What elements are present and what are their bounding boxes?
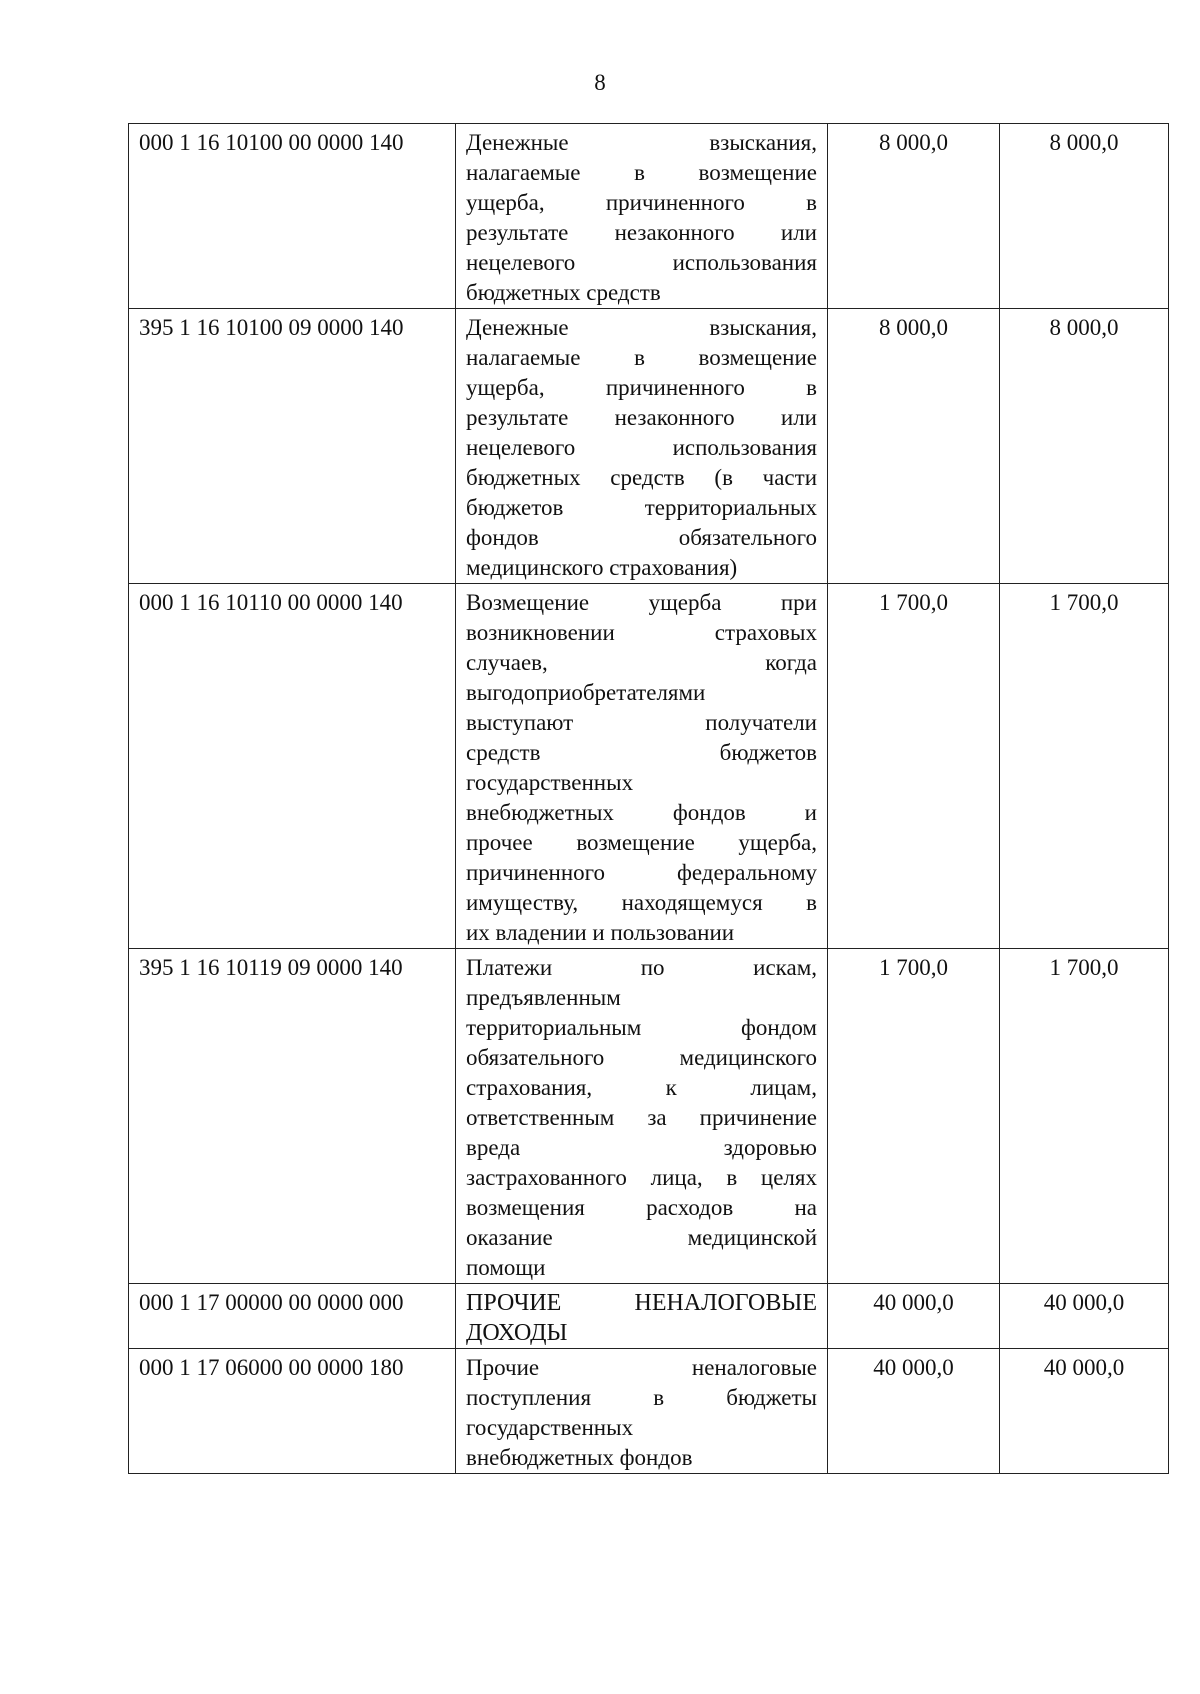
description-line: Денежные взыскания, (466, 315, 817, 340)
description-line: оказание медицинской (466, 1225, 817, 1250)
description-line: Платежи по искам, (466, 955, 817, 980)
table-row (129, 1284, 1169, 1349)
description-line: бюджетов территориальных (466, 495, 817, 520)
description-line: Прочие неналоговые (466, 1355, 817, 1380)
budget-code: 395 1 16 10100 09 0000 140 (129, 309, 456, 584)
description-line: государственных (466, 770, 634, 795)
amount-2: 1 700,0 (1000, 584, 1169, 949)
description-line: налагаемые в возмещение (466, 345, 817, 370)
description-line: причиненного федеральному (466, 860, 817, 885)
budget-code: 000 1 16 10110 00 0000 140 (129, 584, 456, 949)
description-line: государственных (466, 1415, 634, 1440)
description (456, 124, 828, 309)
description-line: имуществу, находящемуся в (466, 890, 817, 915)
description-line: Возмещение ущерба при (466, 590, 817, 615)
description-line: внебюджетных фондов и (466, 800, 817, 825)
description (456, 1349, 828, 1474)
description (456, 1284, 828, 1349)
description-line: нецелевого использования (466, 435, 817, 460)
amount-2: 1 700,0 (1000, 949, 1169, 1284)
table-row (129, 584, 1169, 949)
description-line: ответственным за причинение (466, 1105, 817, 1130)
description-line: возмещения расходов на (466, 1195, 817, 1220)
description-line: нецелевого использования (466, 250, 817, 275)
description-line: вреда здоровью (466, 1135, 817, 1160)
description-line: медицинского страхования) (466, 555, 738, 580)
description-line: поступления в бюджеты (466, 1385, 817, 1410)
description (456, 584, 828, 949)
description-line: страхования, к лицам, (466, 1075, 817, 1100)
table-row (129, 124, 1169, 309)
description-line: возникновении страховых (466, 620, 817, 645)
description-line: внебюджетных фондов (466, 1445, 693, 1470)
amount-2: 8 000,0 (1000, 124, 1169, 309)
description-line: налагаемые в возмещение (466, 160, 817, 185)
description-line: застрахованного лица, в целях (466, 1165, 817, 1190)
amount-1: 8 000,0 (828, 309, 1000, 584)
description-line: средств бюджетов (466, 740, 817, 765)
description-line: результате незаконного или (466, 220, 817, 245)
table-row (129, 1349, 1169, 1474)
table-row (129, 309, 1169, 584)
budget-code: 000 1 16 10100 00 0000 140 (129, 124, 456, 309)
description-line: ущерба, причиненного в (466, 190, 817, 215)
amount-2: 8 000,0 (1000, 309, 1169, 584)
description-line: бюджетных средств (466, 280, 661, 305)
description-line: прочее возмещение ущерба, (466, 830, 817, 855)
description-line: Денежные взыскания, (466, 130, 817, 155)
budget-code: 000 1 17 06000 00 0000 180 (129, 1349, 456, 1474)
description-line: ПРОЧИЕ НЕНАЛОГОВЫЕ (466, 1290, 817, 1316)
description-line: обязательного медицинского (466, 1045, 817, 1070)
description (456, 309, 828, 584)
page-number: 8 (594, 70, 606, 95)
amount-1: 1 700,0 (828, 949, 1000, 1284)
budget-code: 000 1 17 00000 00 0000 000 (129, 1284, 456, 1349)
table-row (129, 949, 1169, 1284)
description-line: их владении и пользовании (466, 920, 735, 945)
budget-code: 395 1 16 10119 09 0000 140 (129, 949, 456, 1284)
amount-2: 40 000,0 (1000, 1349, 1169, 1474)
description (456, 949, 828, 1284)
description-line: территориальным фондом (466, 1015, 817, 1040)
description-line: выступают получатели (466, 710, 817, 735)
description-line: результате незаконного или (466, 405, 817, 430)
amount-1: 40 000,0 (828, 1284, 1000, 1349)
amount-1: 1 700,0 (828, 584, 1000, 949)
description-line: предъявленным (466, 985, 621, 1010)
amount-1: 8 000,0 (828, 124, 1000, 309)
description-line: выгодоприобретателями (466, 680, 706, 705)
description-line: ДОХОДЫ (466, 1320, 568, 1346)
description-line: случаев, когда (466, 650, 817, 675)
description-line: ущерба, причиненного в (466, 375, 817, 400)
budget-table (128, 123, 1169, 1474)
description-line: помощи (466, 1255, 546, 1280)
description-line: фондов обязательного (466, 525, 817, 550)
amount-2: 40 000,0 (1000, 1284, 1169, 1349)
amount-1: 40 000,0 (828, 1349, 1000, 1474)
description-line: бюджетных средств (в части (466, 465, 817, 490)
